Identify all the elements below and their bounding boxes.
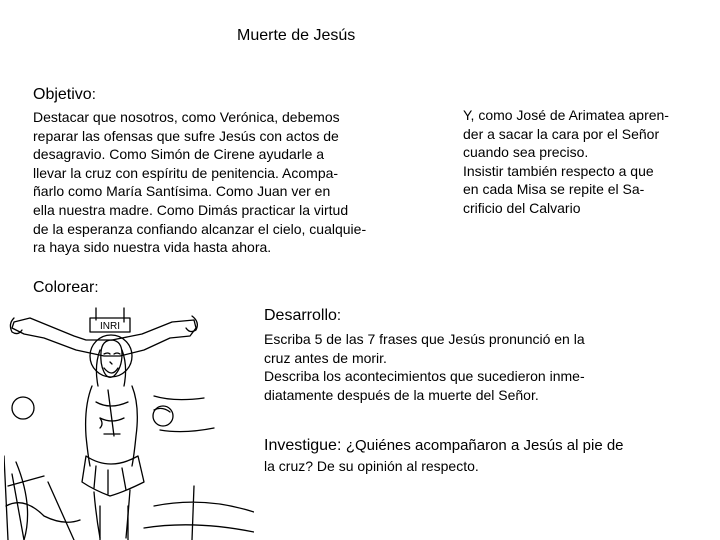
desarrollo-line: Escriba 5 de las 7 frases que Jesús pronunció en la (264, 331, 585, 347)
investigue-line-1 (264, 436, 714, 456)
objetivo-right-line: Insistir también respecto a que (463, 162, 654, 179)
sun (12, 397, 34, 419)
objetivo-text-left (33, 108, 453, 257)
investigue-question: ¿Quiénes acompañaron a Jesús al pie de (345, 437, 624, 454)
objetivo-left-line: reparar las ofensas que sufre Jesús con actos de (33, 127, 339, 144)
desarrollo-heading-label: Desarrollo (264, 307, 337, 324)
desarrollo-text (264, 330, 704, 404)
objetivo-right-line: der a sacar la cara por el Señor (463, 125, 660, 142)
objetivo-left-line: de la esperanza confiando alcanzar el cielo, cualquie- (33, 220, 367, 237)
objetivo-left-line: Destacar que nosotros, como Verónica, debemos (33, 109, 340, 125)
cross-post-lower (100, 506, 128, 540)
objetivo-heading-label: Objetivo (33, 86, 92, 103)
objetivo-left-line: ella nuestra madre. Como Dimás practicar la virtud (33, 201, 349, 218)
desarrollo-line: Describa los acontecimientos que sucedieron inme- (264, 368, 585, 385)
objetivo-left-line: ñarlo como María Santísima. Como Juan ver en (33, 183, 331, 200)
investigue-heading-colon: : (336, 437, 342, 454)
loincloth (82, 456, 144, 496)
crucifixion-illustration (4, 306, 254, 540)
investigue-line-2: la cruz? De su opinión al respecto. (264, 458, 479, 474)
objetivo-heading (33, 86, 96, 104)
objetivo-left-line: llevar la cruz con espíritu de penitencia. Acompa- (33, 164, 339, 181)
page-title: Muerte de Jesús (237, 27, 356, 44)
objetivo-left-line: desagravio. Como Simón de Cirene ayudarle a (33, 146, 325, 163)
objetivo-right-line: en cada Misa se repite el Sa- (463, 181, 645, 198)
colorear-heading (33, 279, 99, 297)
investigue-heading: Investigue (264, 437, 337, 454)
objetivo-right-line: cuando sea preciso. (463, 144, 589, 161)
cross-post (96, 308, 124, 322)
colorear-heading-colon: : (94, 279, 99, 296)
inri-sign-text: INRI (100, 321, 120, 332)
objetivo-right-line: crificio del Calvario (463, 199, 581, 216)
desarrollo-heading (264, 307, 341, 325)
desarrollo-heading-colon: : (336, 307, 342, 324)
objetivo-right-line: Y, como José de Arimatea apren- (463, 107, 669, 123)
desarrollo-line: cruz antes de morir. (264, 349, 387, 366)
colorear-heading-label: Colorear (33, 279, 95, 296)
head (101, 340, 122, 377)
torso (86, 386, 138, 466)
objetivo-heading-colon: : (91, 86, 96, 103)
investigue-block (264, 436, 714, 474)
desarrollo-line: diatamente después de la muerte del Señor. (264, 386, 539, 403)
objetivo-left-line: ra haya sido nuestra vida hasta ahora. (33, 239, 272, 256)
objetivo-text-right (463, 106, 713, 218)
